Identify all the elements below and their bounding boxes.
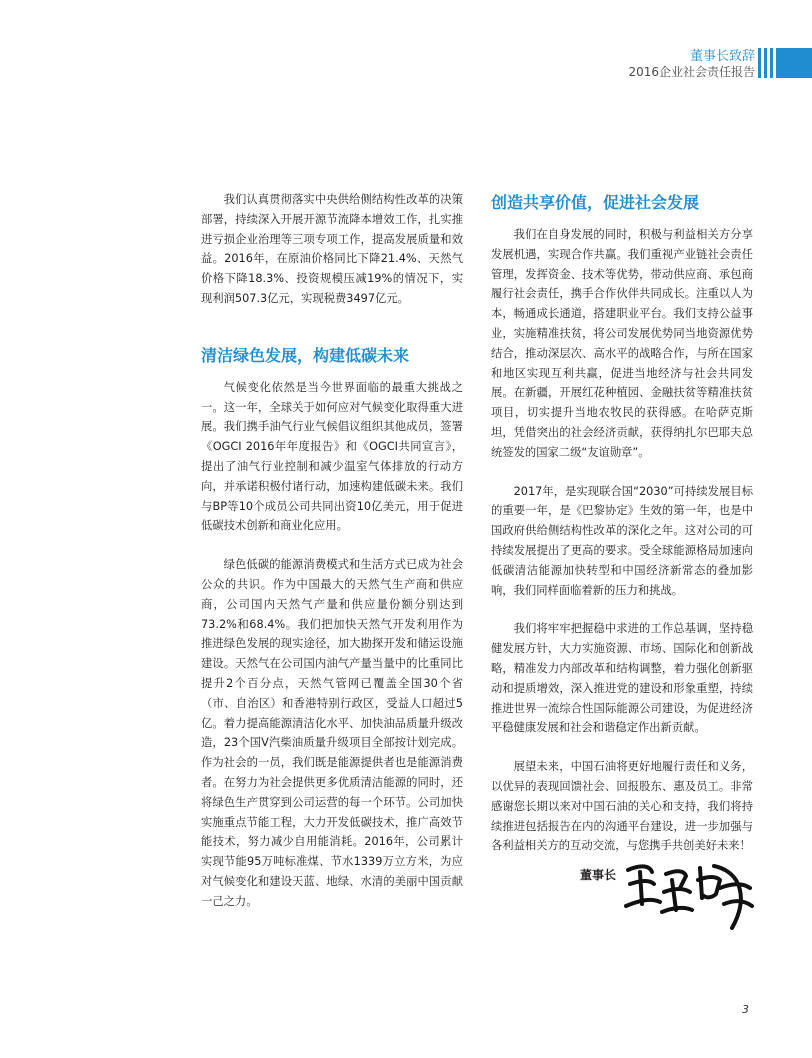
body-paragraph: 我们将牢牢把握稳中求进的工作总基调，坚持稳健发展方针，大力实施资源、市场、国际化和创新战略，精准发力内部改革和结构调整，着力强化创新驱动和提质增效，深入推进党的建设和形象重塑，持续推进世界一流综合性国际能源公司建设，为促进经济平稳健康发展和社会和谐稳定作出新贡献。	[491, 622, 753, 735]
body-paragraph: 2017年，是实现联合国“2030”可持续发展目标的重要一年，是《巴黎协定》生效的第一年，也是中国政府供给侧结构性改革的深化之年。这对公司的可持续发展提出了更高的要求。受全球能源格局加速向低碳清洁能源加快转型和中国经济新常态的叠加影响，我们同样面临着新的压力和挑战。	[491, 484, 753, 597]
body-paragraph: 展望未来，中国石油将更好地履行责任和义务，以优异的表现回馈社会、回报股东、惠及员工。非常感谢您长期以来对中国石油的关心和支持，我们将持续推进包括报告在内的沟通平台建设，进一步加强与各利益相关方的互动交流，与您携手共创美好未来！	[491, 760, 753, 853]
section-title: 董事长致辞	[689, 49, 755, 64]
left-column	[201, 190, 463, 912]
body-paragraph: 绿色低碳的能源消费模式和生活方式已成为社会公众的共识。作为中国最大的天然气生产商和供应商，公司国内天然气产量和供应量份额分别达到73.2%和68.4%。我们把加快天然气开发利用作为推进绿色发展的现实途径，加大勘探开发和储运设施建设。天然气在公司国内油气产量当量中的比重同比提升2个百分点，天然气管网已覆盖全国30个省（市、自治区）和香港特别行政区，受益人口超过5亿。着力提高能源清洁化水平、加快油品质量升级改造，23个国V汽柴油质量升级项目全部按计划完成。作为社会的一员，我们既是能源提供者也是能源消费者。在努力为社会提供更多优质清洁能源的同时，还将绿色生产贯穿到公司运营的每一个环节。公司加快实施重点节能工程，大力开发低碳技术，推广高效节能技术，努力减少自用能消耗。2016年，公司累计实现节能95万吨标准煤、节水1339万立方米，为应对气候变化和建设天蓝、地绿、水清的美丽中国贡献一己之力。	[201, 558, 463, 908]
report-title: 2016企业社会责任报告	[628, 65, 755, 79]
header-stripe-decoration	[758, 48, 812, 78]
section-heading-green-development: 清洁绿色发展，构建低碳未来	[201, 345, 410, 365]
right-column	[491, 192, 753, 856]
handwritten-signature	[620, 858, 760, 938]
body-paragraph: 我们在自身发展的同时，积极与利益相关方分享发展机遇，实现合作共赢。我们重视产业链社会责任管理，发挥资金、技术等优势，带动供应商、承包商履行社会责任，携手合作伙伴共同成长。注重以人为本，畅通成长通道，搭建职业平台。我们支持公益事业，实施精准扶贫，将公司发展优势同当地资源优势结合，推动深层次、高水平的战略合作，与所在国家和地区实现互利共赢，促进当地经济与社会共同发展。在新疆，开展红花种植园、金融扶贫等精准扶贫项目，切实提升当地农牧民的获得感。在哈萨克斯坦，凭借突出的社会经济贡献，获得纳扎尔巴耶夫总统签发的国家二级“友谊勋章”。	[491, 228, 753, 459]
body-paragraph: 气候变化依然是当今世界面临的最重大挑战之一。这一年，全球关于如何应对气候变化取得重大进展。我们携手油气行业气候倡议组织其他成员，签署《OGCI 2016年年度报告》和《OGCI共同宣言》，提出了油气行业控制和减少温室气体排放的行动方向，并承诺积极付诸行动，加速构建低碳未来。我们与BP等10个成员公司共同出资10亿美元，用于促进低碳技术创新和商业化应用。	[201, 380, 463, 533]
signature-title: 董事长	[580, 868, 617, 882]
intro-paragraph: 我们认真贯彻落实中央供给侧结构性改革的决策部署，持续深入开展开源节流降本增效工作，扎实推进亏损企业治理等三项专项工作，提高发展质量和效益。2016年，在原油价格同比下降21.4%、天然气价格下降18.3%、投资规模压减19%的情况下，实现利润507.3亿元，实现税费3497亿元。	[201, 193, 463, 305]
section-heading-shared-value: 创造共享价值，促进社会发展	[491, 193, 700, 212]
signature-block	[580, 858, 760, 938]
page-number: 3	[742, 1003, 749, 1016]
